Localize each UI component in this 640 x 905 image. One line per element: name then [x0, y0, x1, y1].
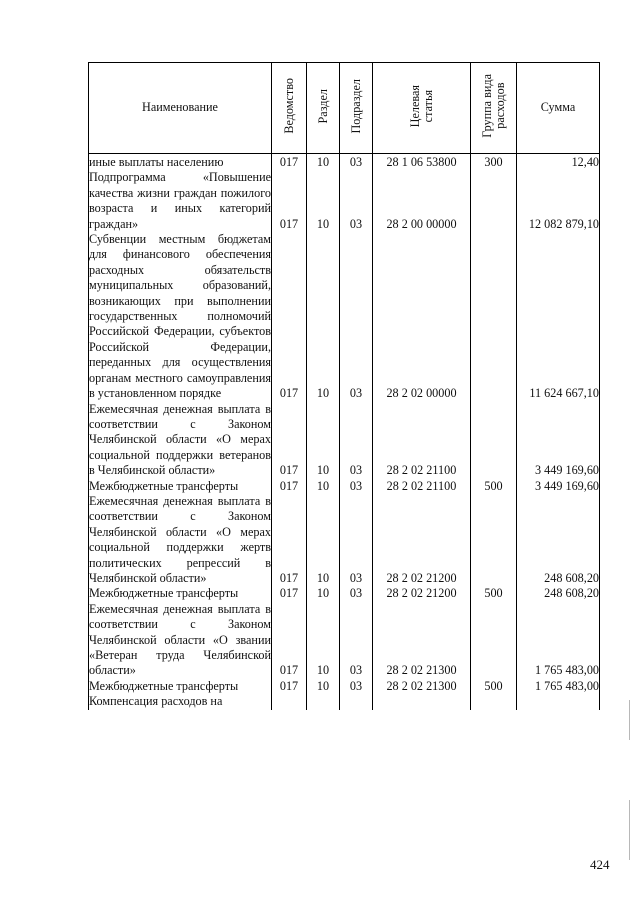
row-section: 10 — [307, 494, 340, 586]
row-sum — [517, 694, 600, 709]
row-group — [471, 494, 517, 586]
row-name: иные выплаты населению — [89, 154, 272, 171]
table-row — [89, 232, 600, 401]
row-target: 28 2 02 21100 — [373, 479, 471, 494]
row-group: 300 — [471, 154, 517, 171]
header-group: Группа вида расходов — [471, 63, 517, 154]
table-row — [89, 494, 600, 586]
row-target: 28 2 02 21100 — [373, 402, 471, 479]
row-section — [307, 694, 340, 709]
row-sum: 12,40 — [517, 154, 600, 171]
row-group: 500 — [471, 679, 517, 694]
row-sum: 12 082 879,10 — [517, 170, 600, 232]
row-sum: 3 449 169,60 — [517, 479, 600, 494]
row-group — [471, 170, 517, 232]
row-name: Субвенции местным бюджетам для финансового обеспечения расходных обязательств муниципальных образований, возникающих при выполнении государственных полномочий Российской Федерации, субъектов Российской Федерации, переданных для осуществления органам местного самоуправления в установленном порядке — [89, 232, 271, 401]
row-target: 28 2 02 21300 — [373, 679, 471, 694]
row-subsection: 03 — [340, 494, 373, 586]
table-row — [89, 694, 600, 709]
row-sum: 1 765 483,00 — [517, 602, 600, 679]
row-sum: 3 449 169,60 — [517, 402, 600, 479]
row-name: Межбюджетные трансферты — [89, 586, 272, 601]
row-target: 28 2 02 00000 — [373, 232, 471, 401]
budget-table — [88, 62, 600, 710]
row-subsection: 03 — [340, 679, 373, 694]
row-name: Межбюджетные трансферты — [89, 679, 272, 694]
table-row — [89, 479, 600, 494]
row-name: Ежемесячная денежная выплата в соответствии с Законом Челябинской области «О мерах социальной поддержки ветеранов в Челябинской области» — [89, 401, 271, 478]
row-dept: 017 — [272, 170, 307, 232]
row-group: 500 — [471, 479, 517, 494]
row-section: 10 — [307, 586, 340, 601]
row-dept: 017 — [272, 586, 307, 601]
row-sum: 1 765 483,00 — [517, 679, 600, 694]
row-group: 500 — [471, 586, 517, 601]
header-subsection: Подраздел — [340, 63, 373, 154]
table-row — [89, 170, 600, 232]
row-target: 28 2 02 21200 — [373, 494, 471, 586]
row-subsection: 03 — [340, 602, 373, 679]
row-section: 10 — [307, 402, 340, 479]
row-subsection: 03 — [340, 170, 373, 232]
row-subsection: 03 — [340, 154, 373, 171]
table-row — [89, 586, 600, 601]
row-dept: 017 — [272, 602, 307, 679]
table-row — [89, 154, 600, 171]
row-name: Ежемесячная денежная выплата в соответствии с Законом Челябинской области «О мерах социальной поддержки жертв политических репрессий в Челябинской области» — [89, 493, 271, 585]
scan-edge-mark — [629, 700, 630, 740]
row-dept — [272, 694, 307, 709]
row-group — [471, 232, 517, 401]
row-name: Компенсация расходов на — [89, 694, 272, 709]
header-section: Раздел — [307, 63, 340, 154]
header-target: Целевая статья — [373, 63, 471, 154]
row-group — [471, 602, 517, 679]
row-target: 28 2 02 21200 — [373, 586, 471, 601]
row-dept: 017 — [272, 402, 307, 479]
row-group — [471, 694, 517, 709]
row-group — [471, 402, 517, 479]
row-target: 28 2 02 21300 — [373, 602, 471, 679]
row-target: 28 2 00 00000 — [373, 170, 471, 232]
row-name: Подпрограмма «Повышение качества жизни граждан пожилого возраста и иных категорий граждан» — [89, 170, 271, 231]
row-sum: 248 608,20 — [517, 586, 600, 601]
row-section: 10 — [307, 479, 340, 494]
row-target: 28 1 06 53800 — [373, 154, 471, 171]
table-header-row — [89, 63, 600, 154]
row-sum: 248 608,20 — [517, 494, 600, 586]
row-name: Ежемесячная денежная выплата в соответствии с Законом Челябинской области «О звании «Ветеран труда Челябинской области» — [89, 601, 271, 678]
row-section: 10 — [307, 170, 340, 232]
row-subsection: 03 — [340, 232, 373, 401]
row-section: 10 — [307, 154, 340, 171]
header-sum: Сумма — [517, 63, 600, 154]
row-dept: 017 — [272, 232, 307, 401]
row-subsection — [340, 694, 373, 709]
table-row — [89, 402, 600, 479]
table-row — [89, 679, 600, 694]
row-section: 10 — [307, 232, 340, 401]
row-section: 10 — [307, 602, 340, 679]
row-subsection: 03 — [340, 402, 373, 479]
page-number: 424 — [590, 857, 610, 872]
header-name: Наименование — [89, 63, 272, 154]
scan-edge-mark — [629, 800, 630, 860]
row-dept: 017 — [272, 679, 307, 694]
row-dept: 017 — [272, 154, 307, 171]
row-dept: 017 — [272, 494, 307, 586]
row-subsection: 03 — [340, 586, 373, 601]
row-name: Межбюджетные трансферты — [89, 479, 272, 494]
header-dept: Ведомство — [272, 63, 307, 154]
table-row — [89, 602, 600, 679]
row-section: 10 — [307, 679, 340, 694]
row-subsection: 03 — [340, 479, 373, 494]
row-dept: 017 — [272, 479, 307, 494]
row-sum: 11 624 667,10 — [517, 232, 600, 401]
row-target — [373, 694, 471, 709]
